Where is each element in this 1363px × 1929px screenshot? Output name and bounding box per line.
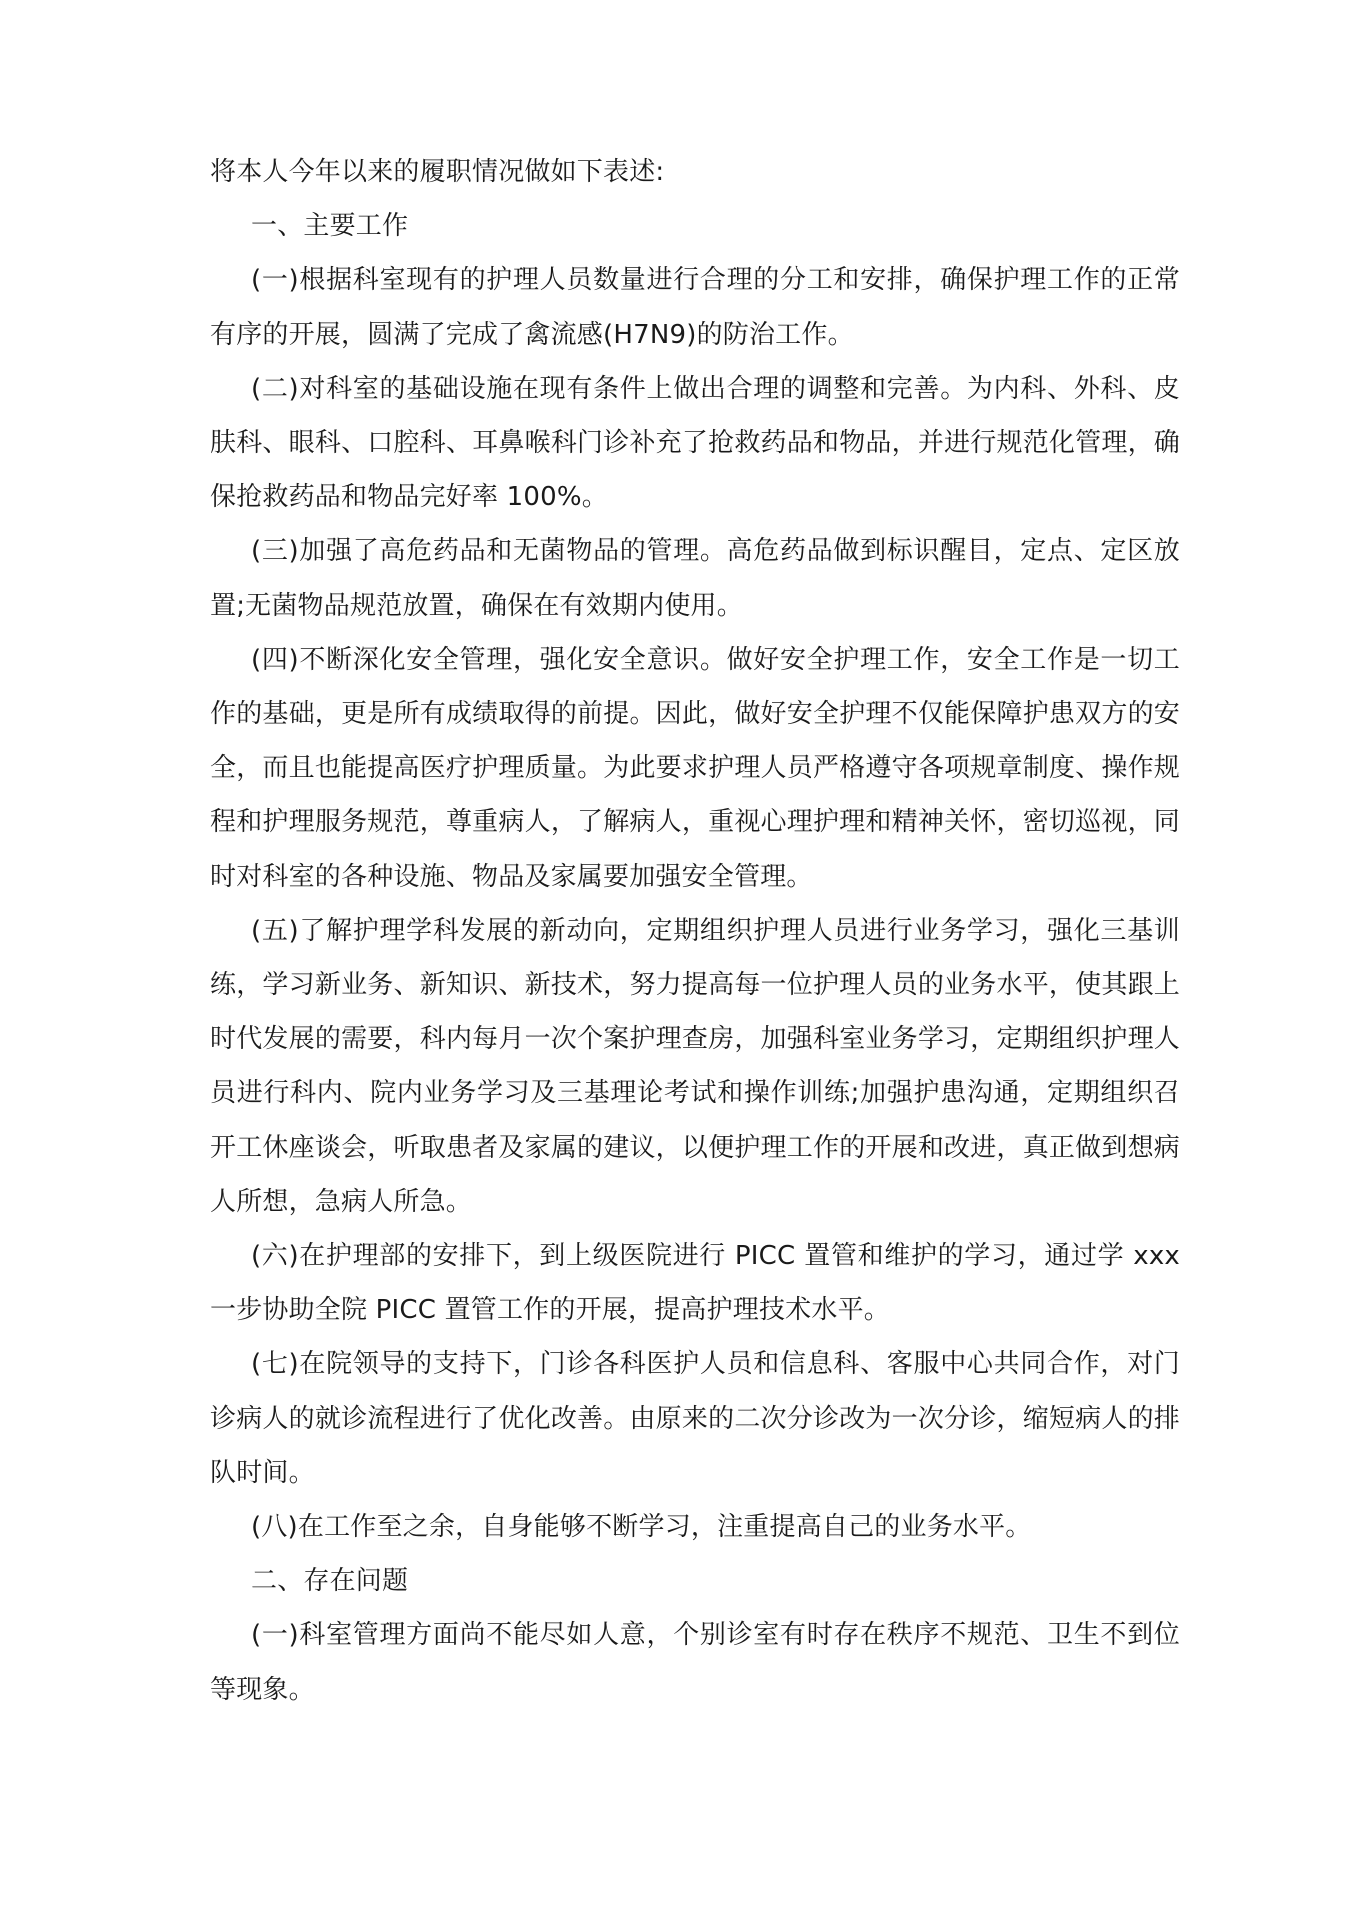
work-item-7: (七)在院领导的支持下，门诊各科医护人员和信息科、客服中心共同合作，对门诊病人的就诊流程进行了优化改善。由原来的二次分诊改为一次分诊，缩短病人的排队时间。 [210,1349,1180,1488]
intro-paragraph: 将本人今年以来的履职情况做如下表述: [210,157,665,187]
problem-item-1: (一)科室管理方面尚不能尽如人意，个别诊室有时存在秩序不规范、卫生不到位等现象。 [210,1620,1180,1705]
work-item-1: (一)根据科室现有的护理人员数量进行合理的分工和安排，确保护理工作的正常有序的开展，圆满了完成了禽流感(H7N9)的防治工作。 [210,265,1180,350]
document-body [210,145,1180,1717]
section-heading-main-work: 一、主要工作 [251,211,409,242]
section-heading-problems: 二、存在问题 [251,1566,409,1597]
work-item-4: (四)不断深化安全管理，强化安全意识。做好安全护理工作，安全工作是一切工作的基础，更是所有成绩取得的前提。因此，做好安全护理不仅能保障护患双方的安全，而且也能提高医疗护理质量。为此要求护理人员严格遵守各项规章制度、操作规程和护理服务规范，尊重病人，了解病人，重视心理护理和精神关怀，密切巡视，同时对科室的各种设施、物品及家属要加强安全管理。 [210,644,1180,892]
work-item-6: (六)在护理部的安排下，到上级医院进行 PICC 置管和维护的学习，通过学 xxx 一步协助全院 PICC 置管工作的开展，提高护理技术水平。 [210,1241,1180,1326]
work-item-5: (五)了解护理学科发展的新动向，定期组织护理人员进行业务学习，强化三基训练，学习新业务、新知识、新技术，努力提高每一位护理人员的业务水平，使其跟上时代发展的需要，科内每月一次个案护理查房，加强科室业务学习，定期组织护理人员进行科内、院内业务学习及三基理论考试和操作训练;加强护患沟通，定期组织召开工休座谈会，听取患者及家属的建议，以便护理工作的开展和改进，真正做到想病人所想，急病人所急。 [210,915,1180,1217]
work-item-2: (二)对科室的基础设施在现有条件上做出合理的调整和完善。为内科、外科、皮肤科、眼科、口腔科、耳鼻喉科门诊补充了抢救药品和物品，并进行规范化管理，确保抢救药品和物品完好率 100%。 [210,373,1180,513]
work-item-3: (三)加强了高危药品和无菌物品的管理。高危药品做到标识醒目，定点、定区放置;无菌物品规范放置，确保在有效期内使用。 [210,536,1180,621]
work-item-8: (八)在工作至之余，自身能够不断学习，注重提高自己的业务水平。 [251,1512,1032,1543]
